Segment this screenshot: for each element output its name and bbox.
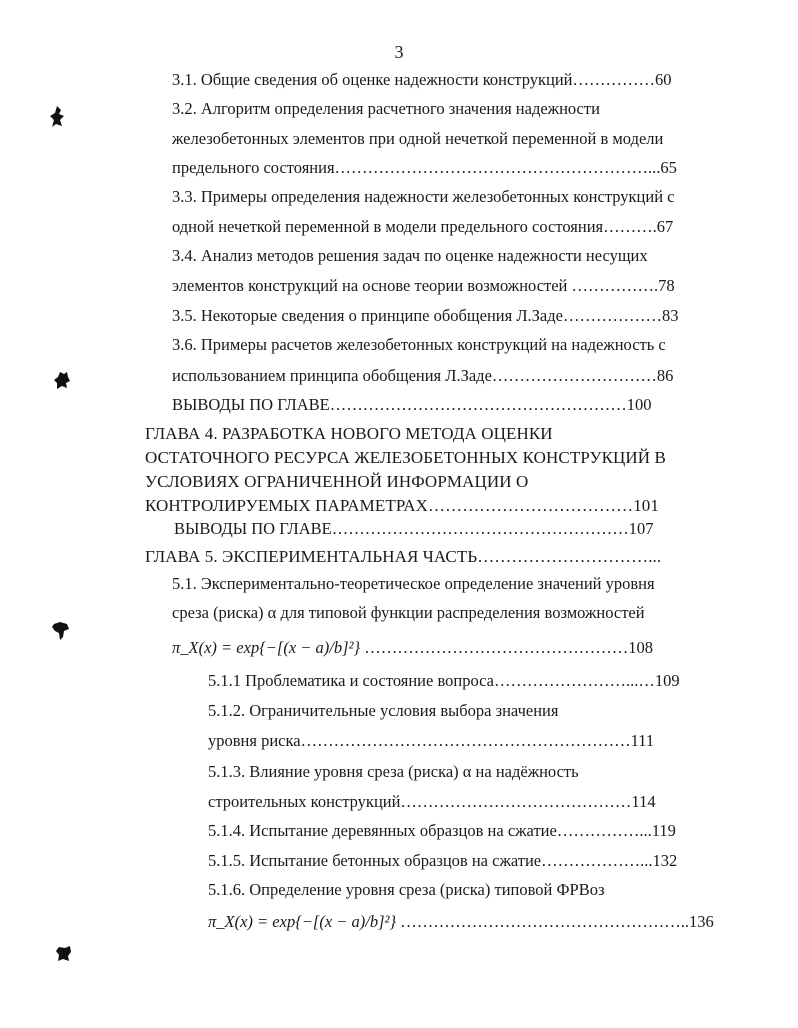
ink-blot-4 xyxy=(54,944,74,964)
toc-chapter-4-line4: КОНТРОЛИРУЕМЫХ ПАРАМЕТРАХ………………………………101 xyxy=(145,496,659,515)
toc-conclusions-chapter-4: ВЫВОДЫ ПО ГЛАВЕ………………………………………………107 xyxy=(174,519,654,538)
ink-blot-3 xyxy=(50,620,72,642)
toc-entry-3-6-line1: 3.6. Примеры расчетов железобетонных конструкций на надежность с xyxy=(172,335,666,354)
ink-blot-2 xyxy=(52,370,72,392)
distribution-formula-2: π_X(x) = exp{−[(x − a)/b]²} xyxy=(208,912,397,931)
dot-leader-2: ……………………………………………..136 xyxy=(400,912,714,931)
toc-entry-3-3-line1: 3.3. Примеры определения надежности железобетонных конструкций с xyxy=(172,187,675,206)
toc-entry-3-2-line2: железобетонных элементов при одной нечеткой переменной в модели xyxy=(172,129,664,148)
toc-entry-5-1-line1: 5.1. Экспериментально-теоретическое определение значений уровня xyxy=(172,574,655,593)
toc-entry-3-2-line3: предельного состояния…………………………………………………...65 xyxy=(172,158,677,177)
toc-entry-3-4-line1: 3.4. Анализ методов решения задач по оценке надежности несущих xyxy=(172,246,648,265)
dot-leader: …………………………………………108 xyxy=(364,638,653,657)
toc-chapter-4-line2: ОСТАТОЧНОГО РЕСУРСА ЖЕЛЕЗОБЕТОННЫХ КОНСТРУКЦИЙ В xyxy=(145,448,666,467)
toc-chapter-4-line1: ГЛАВА 4. РАЗРАБОТКА НОВОГО МЕТОДА ОЦЕНКИ xyxy=(145,424,553,443)
toc-entry-5-1-line2: среза (риска) α для типовой функции распределения возможностей xyxy=(172,603,645,622)
toc-entry-5-1-6-line2 xyxy=(208,912,714,932)
toc-entry-3-3-line2: одной нечеткой переменной в модели предельного состояния……….67 xyxy=(172,217,674,236)
toc-entry-3-2-line1: 3.2. Алгоритм определения расчетного значения надежности xyxy=(172,99,600,118)
toc-chapter-5: ГЛАВА 5. ЭКСПЕРИМЕНТАЛЬНАЯ ЧАСТЬ…………………………... xyxy=(145,547,662,566)
distribution-formula: π_X(x) = exp{−[(x − a)/b]²} xyxy=(172,638,361,657)
page-number: 3 xyxy=(394,42,404,62)
toc-entry-5-1-3-line1: 5.1.3. Влияние уровня среза (риска) α на надёжность xyxy=(208,762,579,781)
toc-entry-3-5: 3.5. Некоторые сведения о принципе обобщения Л.Заде………………83 xyxy=(172,306,679,325)
toc-entry-3-4-line2: элементов конструкций на основе теории возможностей …………….78 xyxy=(172,276,675,295)
toc-entry-5-1-line3 xyxy=(172,638,653,658)
toc-conclusions-chapter-3: ВЫВОДЫ ПО ГЛАВЕ………………………………………………100 xyxy=(172,395,652,414)
toc-entry-5-1-2-line1: 5.1.2. Ограничительные условия выбора значения xyxy=(208,701,559,720)
toc-entry-5-1-1: 5.1.1 Проблематика и состояние вопроса……………………...…109 xyxy=(208,671,680,690)
toc-chapter-4-line3: УСЛОВИЯХ ОГРАНИЧЕННОЙ ИНФОРМАЦИИ О xyxy=(145,472,529,491)
toc-entry-5-1-3-line2: строительных конструкций……………………………………114 xyxy=(208,792,656,811)
toc-entry-5-1-5: 5.1.5. Испытание бетонных образцов на сжатие………………...132 xyxy=(208,851,678,870)
toc-entry-5-1-6-line1: 5.1.6. Определение уровня среза (риска) типовой ФРВоз xyxy=(208,880,605,899)
toc-entry-5-1-4: 5.1.4. Испытание деревянных образцов на сжатие……………...119 xyxy=(208,821,676,840)
ink-blot-1 xyxy=(48,104,70,130)
toc-entry-3-6-line2: использованием принципа обобщения Л.Заде…………………………86 xyxy=(172,366,674,385)
toc-entry-5-1-2-line2: уровня риска……………………………………………………111 xyxy=(208,731,655,750)
toc-entry-3-1: 3.1. Общие сведения об оценке надежности конструкций……………60 xyxy=(172,70,672,89)
